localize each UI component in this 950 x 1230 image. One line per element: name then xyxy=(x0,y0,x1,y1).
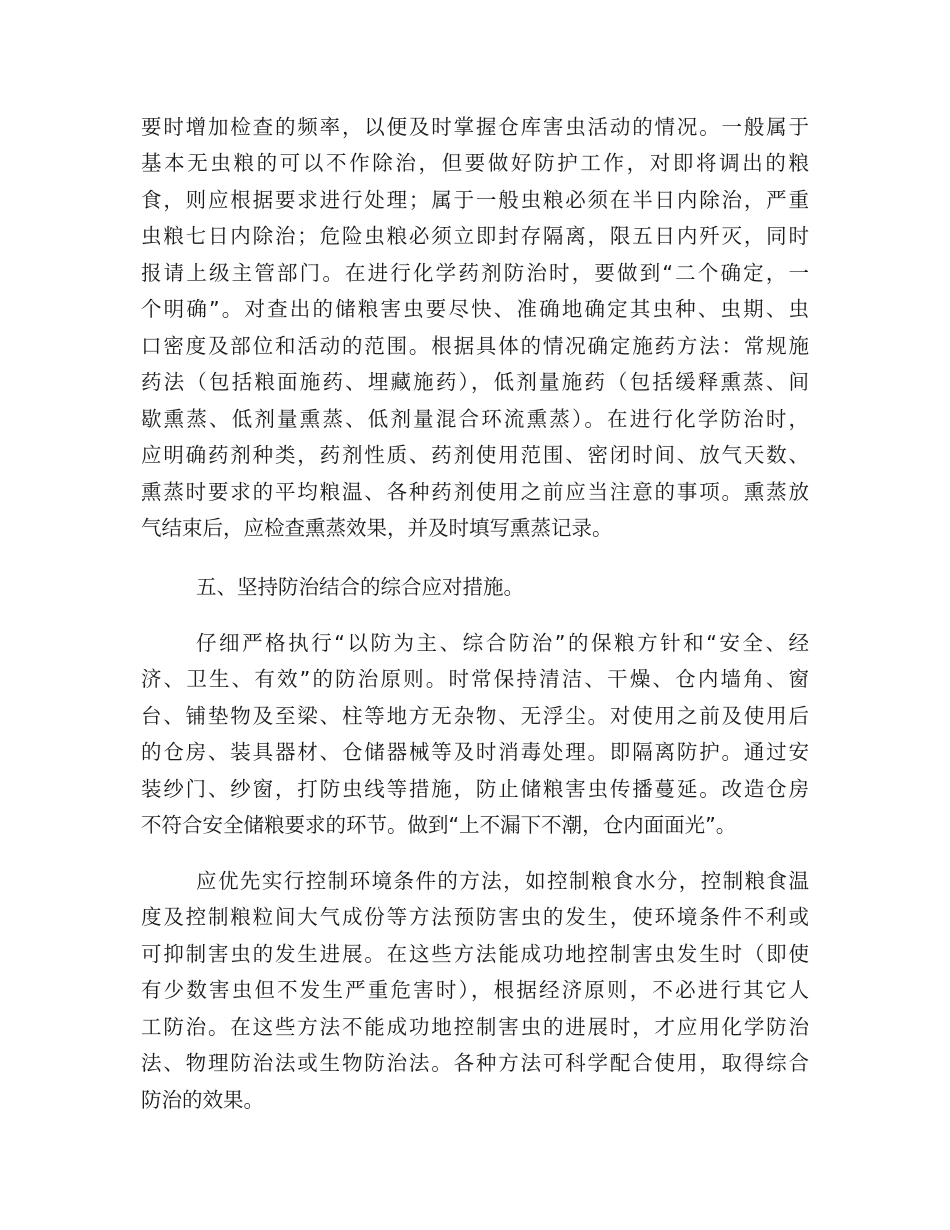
text-line: 食，则应根据要求进行处理；属于一般虫粮必须在半日内除治，严重 xyxy=(141,188,809,212)
section-heading: 五、坚持防治结合的综合应对措施。 xyxy=(196,575,524,599)
text-line: 歇熏蒸、低剂量熏蒸、低剂量混合环流熏蒸）。在进行化学防治时， xyxy=(141,407,809,431)
text-line: 熏蒸时要求的平均粮温、各种药剂使用之前应当注意的事项。熏蒸放 xyxy=(141,480,809,504)
text-line: 有少数害虫但不发生严重危害时），根据经济原则，不必进行其它人 xyxy=(141,978,809,1002)
text-line: 不符合安全储粮要求的环节。做到“上不漏下不潮，仓内面面光”。 xyxy=(141,813,737,837)
text-line: 基本无虫粮的可以不作除治，但要做好防护工作，对即将调出的粮 xyxy=(141,151,809,175)
text-line: 仔细严格执行“以防为主、综合防治”的保粮方针和“安全、经 xyxy=(196,631,809,655)
text-line: 法、物理防治法或生物防治法。各种方法可科学配合使用，取得综合 xyxy=(141,1051,809,1075)
text-line: 可抑制害虫的发生进展。在这些方法能成功地控制害虫发生时（即使 xyxy=(141,942,809,966)
text-line: 气结束后，应检查熏蒸效果，并及时填写熏蒸记录。 xyxy=(141,516,613,540)
text-line: 的仓房、装具器材、仓储器械等及时消毒处理。即隔离防护。通过安 xyxy=(141,740,809,764)
text-line: 防治的效果。 xyxy=(141,1088,264,1112)
text-line: 装纱门、纱窗，打防虫线等措施，防止储粮害虫传播蔓延。改造仓房 xyxy=(141,777,809,801)
text-line: 口密度及部位和活动的范围。根据具体的情况确定施药方法：常规施 xyxy=(141,334,809,358)
text-line: 应明确药剂种类，药剂性质、药剂使用范围、密闭时间、放气天数、 xyxy=(141,443,809,467)
text-line: 个明确”。对查出的储粮害虫要尽快、准确地确定其虫种、虫期、虫 xyxy=(141,297,809,321)
text-line: 要时增加检查的频率，以便及时掌握仓库害虫活动的情况。一般属于 xyxy=(141,115,809,139)
text-line: 虫粮七日内除治；危险虫粮必须立即封存隔离，限五日内歼灭，同时 xyxy=(141,224,809,248)
text-line: 度及控制粮粒间大气成份等方法预防害虫的发生，使环境条件不利或 xyxy=(141,905,809,929)
text-line: 济、卫生、有效”的防治原则。时常保持清洁、干燥、仓内墙角、窗 xyxy=(141,667,809,691)
text-line: 应优先实行控制环境条件的方法，如控制粮食水分，控制粮食温 xyxy=(196,869,809,893)
text-line: 药法（包括粮面施药、埋藏施药），低剂量施药（包括缓释熏蒸、间 xyxy=(141,370,809,394)
text-line: 台、铺垫物及至梁、柱等地方无杂物、无浮尘。对使用之前及使用后 xyxy=(141,704,809,728)
text-line: 报请上级主管部门。在进行化学药剂防治时，要做到“二个确定，一 xyxy=(141,261,809,285)
text-line: 工防治。在这些方法不能成功地控制害虫的进展时，才应用化学防治 xyxy=(141,1015,809,1039)
